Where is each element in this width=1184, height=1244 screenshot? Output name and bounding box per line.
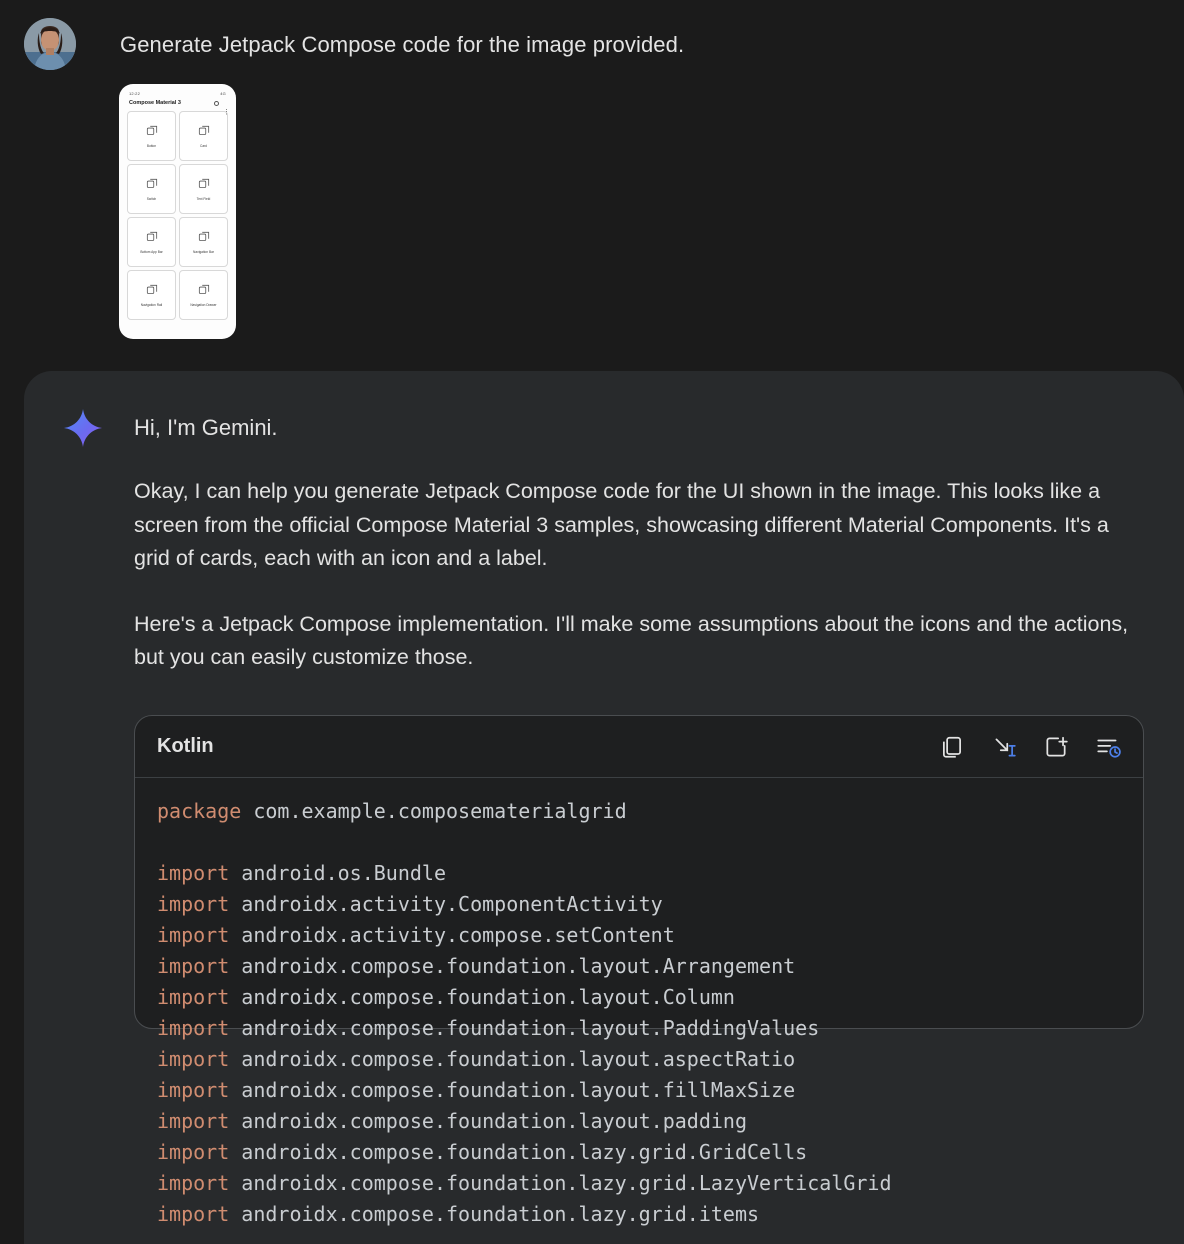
component-icon [145,124,159,138]
attachment-card-label: Navigation Rail [140,303,163,307]
code-keyword: import [157,891,230,916]
assistant-paragraph-2: Here's a Jetpack Compose implementation. I'll make some assumptions about the icons and the actions, but you can easily customize those. [134,611,1129,669]
attachment-card-label: Bottom App Bar [140,250,163,254]
code-text: androidx.compose.foundation.layout.padding [229,1108,748,1133]
code-text: androidx.compose.foundation.layout.Column [229,984,735,1009]
user-message-row [0,0,1184,70]
code-keyword: import [157,860,230,885]
component-icon [197,177,211,191]
code-block-header [135,716,1143,778]
user-message-text: Generate Jetpack Compose code for the image provided. [120,32,685,57]
code-keyword: import [157,953,230,978]
code-keyword: import [157,1139,230,1164]
code-text: android.os.Bundle [229,860,446,885]
code-text: androidx.compose.foundation.lazy.grid.LazyVerticalGrid [229,1170,892,1195]
assistant-header [64,401,1144,1226]
code-text: androidx.compose.foundation.layout.aspectRatio [229,1046,796,1071]
overflow-menu-icon [223,101,226,106]
attachment-card [179,217,228,267]
attachment-card-label: Button [146,144,157,148]
attachment-card [179,270,228,320]
code-keyword: import [157,1015,230,1040]
assistant-response-bubble [24,371,1184,1244]
attachment-card [127,217,176,267]
attachment-app-bar [124,96,231,109]
component-icon [145,230,159,244]
code-language-label: Kotlin [157,735,214,757]
code-keyword: import [157,1046,230,1071]
component-icon [197,230,211,244]
attachment-app-title: Compose Material 3 [129,100,181,106]
attachment-app-bar-icons [214,101,226,106]
attachment-card-label: Navigation Bar [193,250,214,254]
code-keyword: import [157,1170,230,1195]
code-keyword: import [157,1201,230,1226]
attachment-card [127,270,176,320]
assistant-paragraph-1: Okay, I can help you generate Jetpack Compose code for the UI shown in the image. This looks like a screen from the official Compose Material 3 samples, showcasing different Material Components. It's a grid of cards, each with an icon and a label. [134,479,1109,570]
code-keyword: import [157,984,230,1009]
attachment-status-time: 12:22 [129,91,141,96]
attachment-card-label: Switch [146,197,157,201]
assistant-body [134,401,1144,1226]
component-icon [145,283,159,297]
code-history-button[interactable] [1095,734,1121,760]
attachment-card [127,111,176,161]
attachment-card-grid [124,109,231,322]
code-blank-line [157,830,169,854]
code-block-content[interactable] [135,778,1143,1226]
component-icon [145,177,159,191]
code-keyword: import [157,1108,230,1133]
attachment-card [179,164,228,214]
attached-image-thumbnail[interactable] [119,84,236,339]
code-text: androidx.compose.foundation.lazy.grid.GridCells [229,1139,808,1164]
code-text: com.example.composematerialgrid [241,798,627,823]
code-text: androidx.compose.foundation.layout.Arrangement [229,953,796,978]
brightness-icon [214,101,219,106]
code-text: androidx.activity.ComponentActivity [229,891,663,916]
code-block [134,715,1144,1226]
code-block-actions [939,734,1121,760]
attachment-card-label: Navigation Drawer [190,303,217,307]
code-keyword: import [157,922,230,947]
code-keyword: import [157,1077,230,1102]
code-keyword: package [157,798,242,823]
code-text: androidx.activity.compose.setContent [229,922,675,947]
code-text: androidx.compose.foundation.layout.fillMaxSize [229,1077,796,1102]
attachment-card-label: Card [200,144,207,148]
gemini-sparkle-icon [64,409,102,447]
code-text: androidx.compose.foundation.layout.PaddingValues [229,1015,820,1040]
copy-code-button[interactable] [939,734,965,760]
user-avatar [24,18,76,70]
component-icon [197,283,211,297]
insert-code-button[interactable] [991,734,1017,760]
open-in-new-button[interactable] [1043,734,1069,760]
assistant-greeting: Hi, I'm Gemini. [134,415,278,440]
attachment-card [179,111,228,161]
attachment-card-label: Text Field [196,197,211,201]
attachment-card [127,164,176,214]
component-icon [197,124,211,138]
code-text: androidx.compose.foundation.lazy.grid.items [229,1201,760,1226]
attachment-status-icons: 4G [220,91,226,96]
